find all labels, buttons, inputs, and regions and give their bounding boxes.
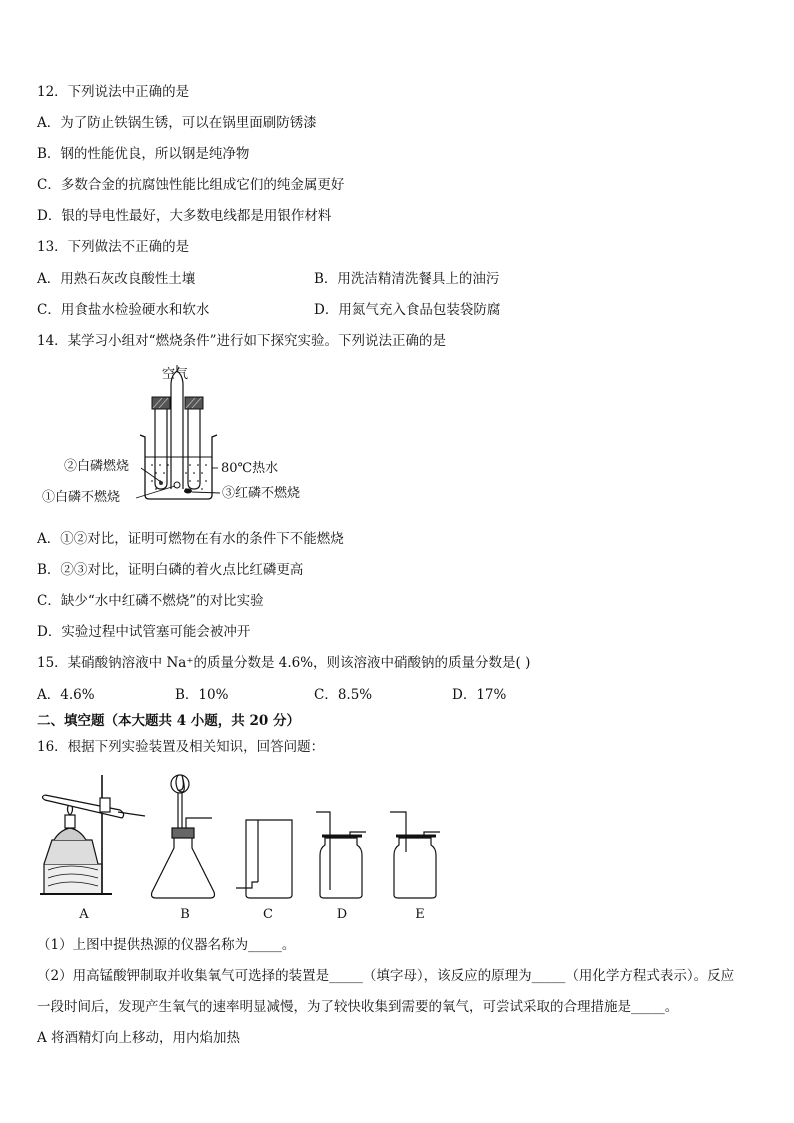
q12-stem: 12．下列说法中正确的是 (37, 84, 190, 100)
q12-option-c: C．多数合金的抗腐蚀性能比组成它们的纯金属更好 (37, 177, 345, 193)
q16-sub2-line1: （2）用高锰酸钾制取并收集氧气可选择的装置是_____（填字母），该反应的原理为_____（用化学方程式表示）。反应 (37, 968, 735, 984)
apparatus-figure (40, 770, 460, 930)
air-label: 空气 (162, 367, 189, 382)
q14-option-a: A．①②对比，证明可燃物在有水的条件下不能燃烧 (37, 531, 344, 547)
combustion-experiment-figure (40, 365, 340, 515)
section-heading: 二、填空题（本大题共 4 小题，共 20 分） (37, 713, 300, 729)
q13-option-d: D．用氮气充入食品包装袋防腐 (314, 302, 501, 318)
q13-option-b: B．用洗洁精清洗餐具上的油污 (314, 271, 500, 287)
q15-option-d: D．17% (452, 687, 507, 703)
apparatus-label-a: A (79, 907, 89, 922)
apparatus-b (152, 775, 215, 898)
q12-option-d: D．银的导电性最好，大多数电线都是用银作材料 (37, 208, 332, 224)
apparatus-e (390, 812, 440, 898)
apparatus-label-d: D (336, 907, 348, 922)
q14-option-c: C．缺少“水中红磷不燃烧”的对比实验 (37, 593, 264, 609)
q15-option-b: B．10% (175, 687, 229, 703)
q13-option-a: A．用熟石灰改良酸性土壤 (37, 271, 196, 287)
apparatus-a (40, 775, 145, 894)
white-phosphorus-burning-label: ②白磷燃烧 (64, 459, 130, 474)
apparatus-diagram (40, 770, 460, 930)
q13-option-c: C．用食盐水检验硬水和软水 (37, 302, 210, 318)
q16-stem: 16．根据下列实验装置及相关知识，回答问题： (37, 739, 325, 755)
q12-option-a: A．为了防止铁锅生锈，可以在锅里面刷防锈漆 (37, 115, 317, 131)
white-phosphorus-not-burning-label: ①白磷不燃烧 (42, 490, 121, 505)
q14-stem: 14．某学习小组对“燃烧条件”进行如下探究实验。下列说法正确的是 (37, 333, 446, 349)
apparatus-label-b: B (180, 907, 190, 922)
q16-sub1: （1）上图中提供热源的仪器名称为_____。 (37, 937, 296, 953)
apparatus-d (316, 812, 366, 898)
q14-option-d: D．实验过程中试管塞可能会被冲开 (37, 624, 251, 640)
hot-water-label: 80℃热水 (221, 461, 279, 476)
q15-stem: 15．某硝酸钠溶液中 Na⁺的质量分数是 4.6%，则该溶液中硝酸钠的质量分数是( ) (37, 655, 531, 671)
q16-option-a: A 将酒精灯向上移动，用内焰加热 (37, 1030, 241, 1046)
apparatus-label-c: C (263, 907, 273, 922)
q15-option-c: C．8.5% (314, 687, 373, 703)
red-phosphorus-not-burning-label: ③红磷不燃烧 (222, 486, 301, 501)
q13-stem: 13．下列做法不正确的是 (37, 239, 190, 255)
apparatus-c (236, 820, 292, 898)
apparatus-label-e: E (415, 907, 425, 922)
q16-sub2-line2: 一段时间后，发现产生氧气的速率明显减慢，为了较快收集到需要的氧气，可尝试采取的合理措施是_____。 (37, 999, 679, 1015)
q14-option-b: B．②③对比，证明白磷的着火点比红磷更高 (37, 562, 304, 578)
q12-option-b: B．钢的性能优良，所以钢是纯净物 (37, 146, 250, 162)
q15-option-a: A．4.6% (37, 687, 95, 703)
